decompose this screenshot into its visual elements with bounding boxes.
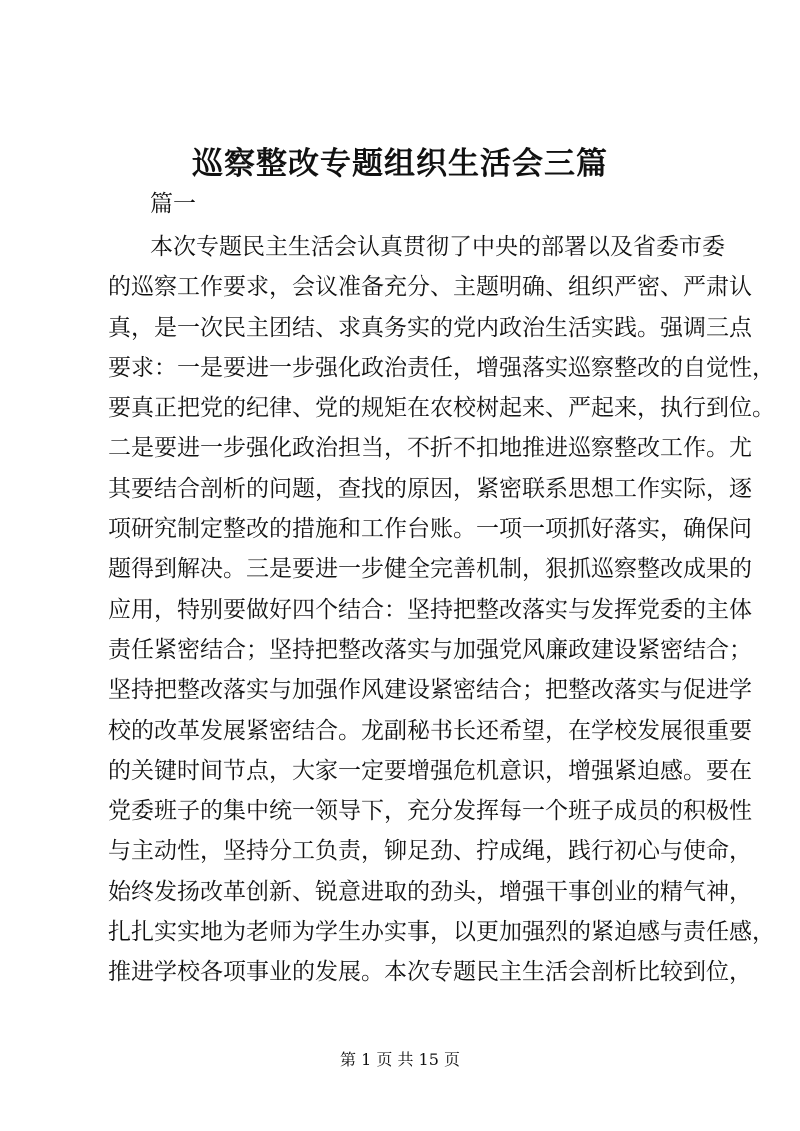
paragraph-line: 题得到解决。三是要进一步健全完善机制，狠抓巡察整改成果的 bbox=[108, 556, 752, 583]
paragraph-line: 始终发扬改革创新、锐意进取的劲头，增强干事创业的精气神， bbox=[108, 878, 752, 905]
paragraph-line: 党委班子的集中统一领导下，充分发挥每一个班子成员的积极性 bbox=[108, 798, 752, 825]
paragraph-line: 应用，特别要做好四个结合：坚持把整改落实与发挥党委的主体 bbox=[108, 596, 752, 623]
paragraph-line: 的巡察工作要求，会议准备充分、主题明确、组织严密、严肃认 bbox=[108, 274, 752, 301]
section-label: 篇一 bbox=[150, 191, 196, 217]
paragraph-line: 扎扎实实地为老师为学生办实事，以更加强烈的紧迫感与责任感， bbox=[108, 919, 775, 946]
paragraph-line: 项研究制定整改的措施和工作台账。一项一项抓好落实，确保问 bbox=[108, 516, 752, 543]
paragraph-line: 二是要进一步强化政治担当，不折不扣地推进巡察整改工作。尤 bbox=[108, 435, 752, 462]
body-paragraph bbox=[108, 227, 775, 993]
paragraph-line: 与主动性，坚持分工负责，铆足劲、拧成绳，践行初心与使命， bbox=[108, 838, 752, 865]
page-footer: 第 1 页 共 15 页 bbox=[340, 1050, 460, 1069]
paragraph-line: 校的改革发展紧密结合。龙副秘书长还希望，在学校发展很重要 bbox=[108, 717, 752, 744]
paragraph-line: 责任紧密结合；坚持把整改落实与加强党风廉政建设紧密结合； bbox=[108, 636, 752, 663]
paragraph-line: 要真正把党的纪律、党的规矩在农校树起来、严起来，执行到位。 bbox=[108, 395, 775, 422]
paragraph-line: 推进学校各项事业的发展。本次专题民主生活会剖析比较到位， bbox=[108, 959, 752, 986]
document-title: 巡察整改专题组织生活会三篇 bbox=[192, 146, 608, 182]
paragraph-line: 的关键时间节点，大家一定要增强危机意识，增强紧迫感。要在 bbox=[108, 757, 752, 784]
paragraph-line: 其要结合剖析的问题，查找的原因，紧密联系思想工作实际，逐 bbox=[108, 475, 752, 502]
paragraph-line: 坚持把整改落实与加强作风建设紧密结合；把整改落实与促进学 bbox=[108, 677, 752, 704]
paragraph-line: 真，是一次民主团结、求真务实的党内政治生活实践。强调三点 bbox=[108, 314, 752, 341]
paragraph-line: 本次专题民主生活会认真贯彻了中央的部署以及省委市委 bbox=[150, 234, 725, 260]
paragraph-line: 要求：一是要进一步强化政治责任，增强落实巡察整改的自觉性， bbox=[108, 354, 775, 381]
